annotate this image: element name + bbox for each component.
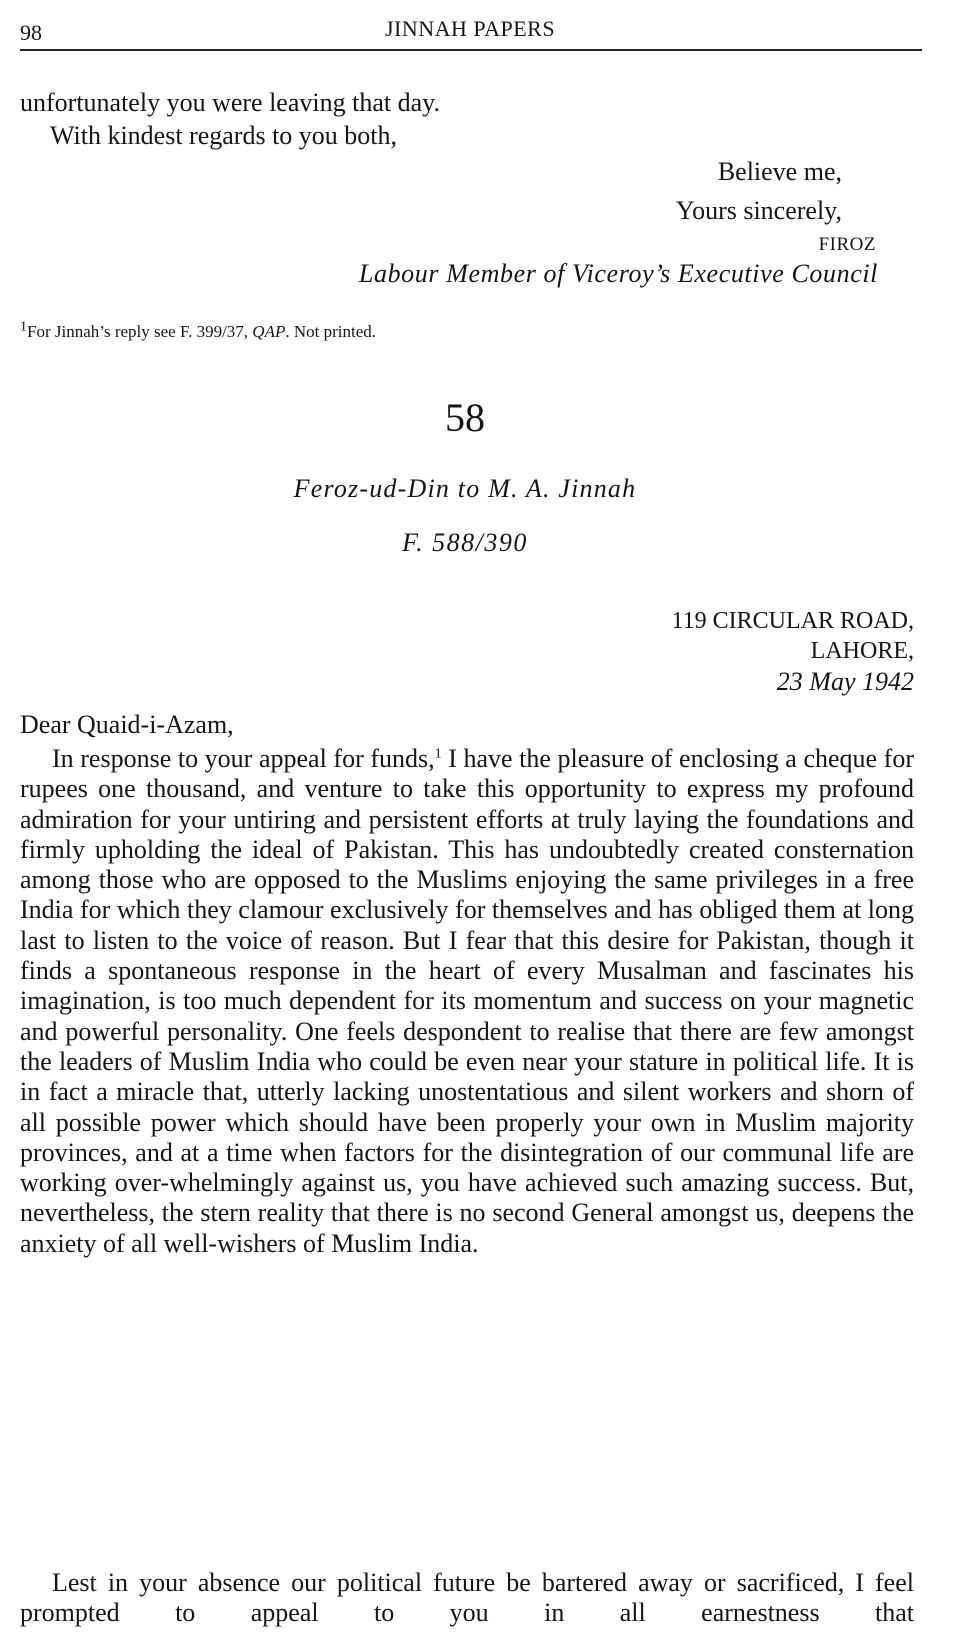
footnote-marker: 1 [20, 319, 27, 335]
previous-letter-regards: With kindest regards to you both, [50, 121, 398, 150]
running-title: JINNAH PAPERS [384, 16, 556, 41]
footnote [20, 319, 376, 342]
file-reference: F. 588/390 [402, 528, 528, 557]
footnote-text: For Jinnah’s reply see F. 399/37, [27, 322, 253, 341]
para1-start: In response to your appeal for funds, [52, 744, 435, 773]
salutation: Dear Quaid-i-Azam, [20, 710, 234, 739]
sender-address-street: 119 CIRCULAR ROAD, [671, 608, 914, 634]
previous-letter-line: unfortunately you were leaving that day. [20, 88, 440, 117]
page-number: 98 [20, 20, 42, 45]
closing-believe-me: Believe me, [717, 157, 842, 186]
header-rule [20, 49, 922, 51]
footnote-source: QAP [252, 322, 286, 341]
document-number: 58 [445, 395, 485, 440]
footnote-reference: 1 [434, 746, 442, 762]
signatory-designation: Labour Member of Viceroy’s Executive Council [358, 259, 878, 288]
document-title: Feroz-ud-Din to M. A. Jinnah [293, 474, 637, 503]
para1-text: I have the pleasure of enclosing a cheque for rupees one thousand, and venture to take this opportunity to express my profound admiration for your untiring and persistent efforts at truly laying the foundations and firmly upholding the ideal of Pakistan. This has undoubtedly created consternation among those who are opposed to the Muslims enjoying the same privileges in a free India for which they clamour exclusively for themselves and has obliged them at long last to listen to the voice of reason. But I fear that this desire for Pakistan, though it finds a spontaneous response in the heart of every Musalman and fascinates his imagination, is too much dependent for its momentum and success on your magnetic and powerful personality. One feels despondent to realise that there are few amongst the leaders of Muslim India who could be even near your stature in political life. It is in fact a miracle that, utterly lacking unostentatious and silent workers and shorn of all possible power which should have been properly your own in Muslim majority provinces, and at a time when factors for the disintegration of our communal life are working over-whelmingly against us, you have achieved such amazing success. But, nevertheless, the stern reality that there is no second General amongst us, deepens the anxiety of all well-wishers of Muslim India. [20, 744, 914, 1258]
footnote-tail: . Not printed. [285, 322, 376, 341]
sender-address-city: LAHORE, [810, 638, 914, 664]
signature-firoz: FIROZ [818, 234, 876, 255]
body-paragraph-1 [20, 744, 914, 1259]
closing-yours-sincerely: Yours sincerely, [675, 196, 842, 225]
body-paragraph-2: Lest in your absence our political future be bartered away or sacrificed, I feel prompted to appeal to you in all earnestness that [20, 1568, 914, 1628]
letter-date: 23 May 1942 [776, 667, 914, 696]
